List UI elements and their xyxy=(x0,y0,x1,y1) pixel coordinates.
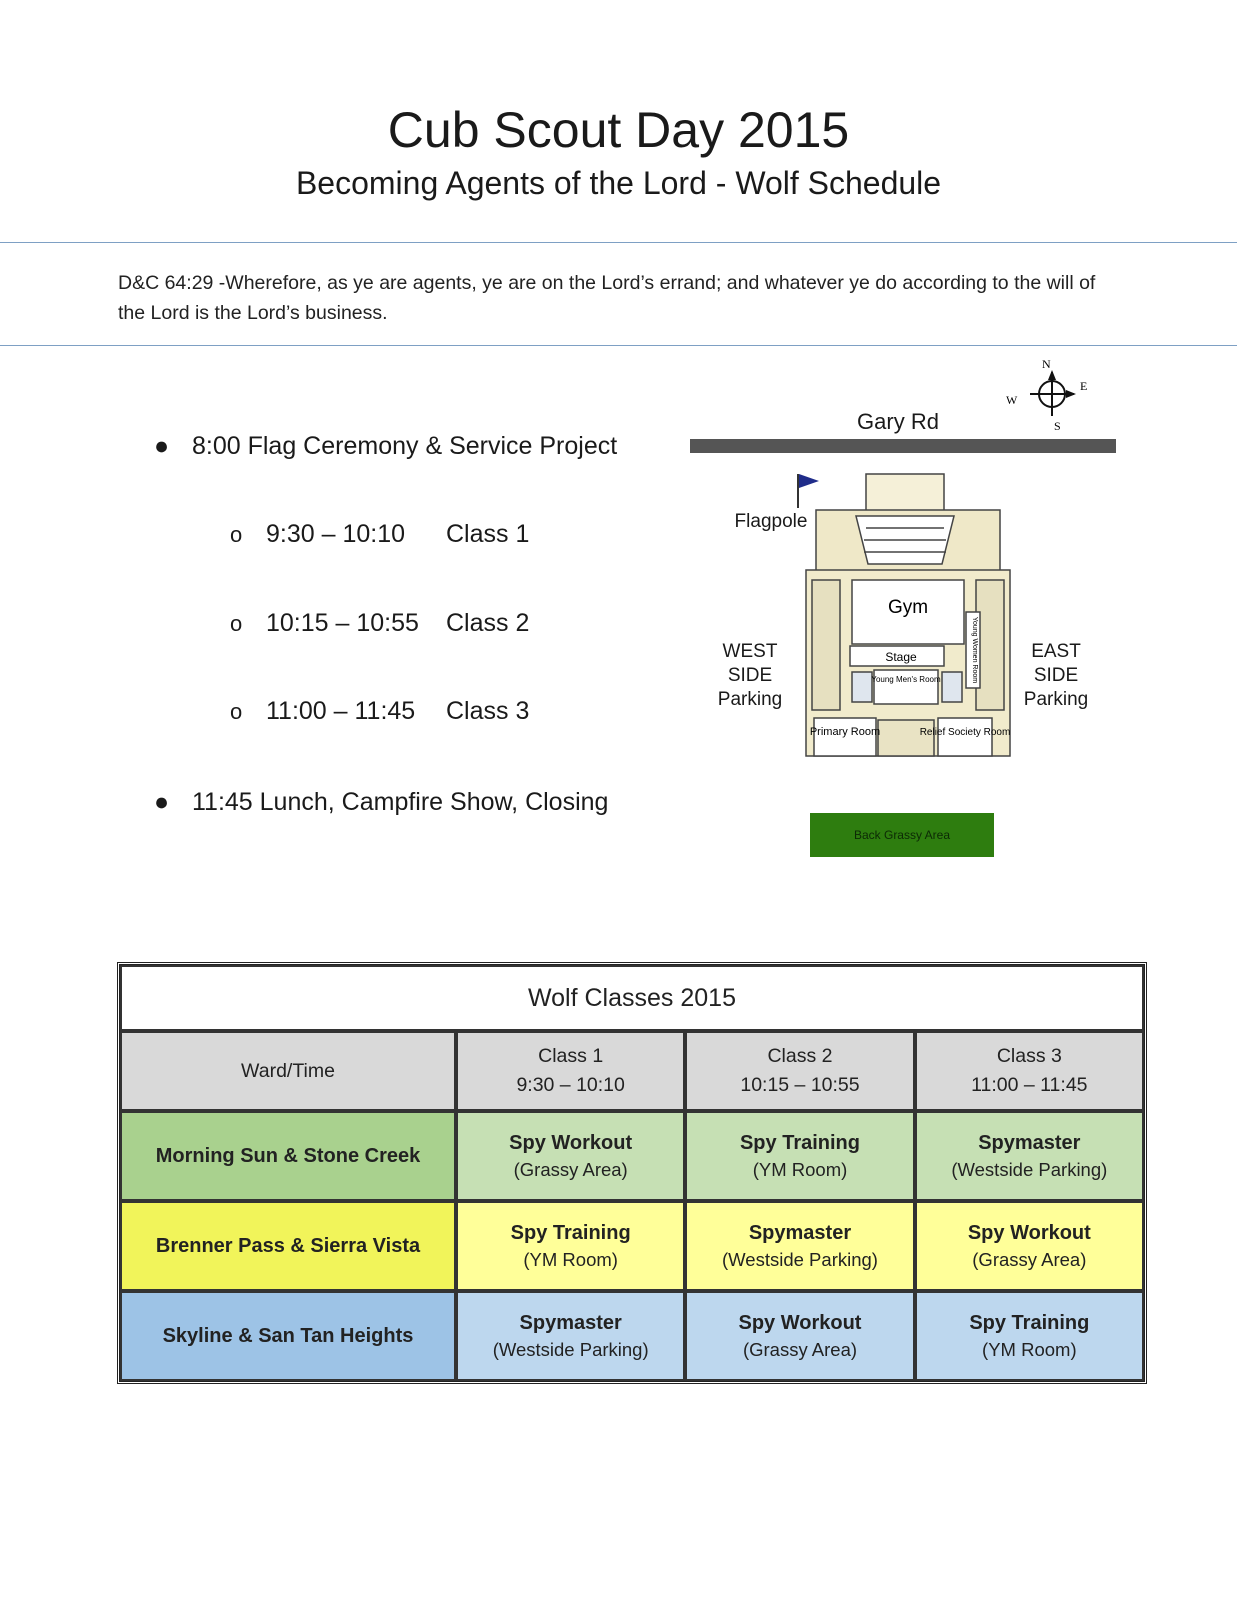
flag-icon xyxy=(799,474,819,488)
east-parking-label: EAST SIDE Parking xyxy=(1023,641,1089,710)
primary-room-label: Primary Room xyxy=(809,726,881,738)
young-womens-room-label: Young Women Room xyxy=(971,616,978,684)
bullet-icon: ● xyxy=(154,788,170,816)
circle-bullet-icon: o xyxy=(230,611,243,636)
class-cell: Spy Training (YM Room) xyxy=(685,1111,914,1201)
table-header-row xyxy=(120,1031,1144,1111)
compass-s: S xyxy=(1054,419,1061,433)
young-mens-room-label: Young Men's Room xyxy=(871,675,941,684)
schedule-subitem-class-3: o 11:00 – 11:45 Class 3 xyxy=(230,695,529,728)
table-row xyxy=(120,1111,1144,1201)
class-cell: Spymaster (Westside Parking) xyxy=(915,1111,1144,1201)
class-cell: Spy Workout (Grassy Area) xyxy=(685,1291,914,1381)
circle-bullet-icon: o xyxy=(230,522,243,547)
header-class-1: Class 1 9:30 – 10:10 xyxy=(456,1031,685,1111)
header-ward-time: Ward/Time xyxy=(120,1031,456,1111)
compass-e: E xyxy=(1080,379,1088,393)
table-row xyxy=(120,1291,1144,1381)
bullet-icon: ● xyxy=(154,432,170,460)
class-cell: Spy Training (YM Room) xyxy=(915,1291,1144,1381)
ward-cell: Morning Sun & Stone Creek xyxy=(120,1111,456,1201)
class-cell: Spy Workout (Grassy Area) xyxy=(915,1201,1144,1291)
wolf-classes-table xyxy=(117,962,1147,1384)
compass-n: N xyxy=(1042,357,1051,371)
road xyxy=(690,439,1116,453)
class-cell: Spy Workout (Grassy Area) xyxy=(456,1111,685,1201)
header-class-3: Class 3 11:00 – 11:45 xyxy=(915,1031,1144,1111)
back-grassy-area-label: Back Grassy Area xyxy=(853,828,951,842)
class-cell: Spy Training (YM Room) xyxy=(456,1201,685,1291)
divider xyxy=(0,345,1237,346)
table-caption: Wolf Classes 2015 xyxy=(120,965,1144,1031)
stage-label: Stage xyxy=(885,650,917,664)
schedule-item-flag-ceremony: ● 8:00 Flag Ceremony & Service Project xyxy=(154,432,618,460)
schedule-item-lunch: ● 11:45 Lunch, Campfire Show, Closing xyxy=(154,788,609,816)
gym-label: Gym xyxy=(887,597,929,618)
west-parking-label: WEST SIDE Parking xyxy=(717,641,783,710)
circle-bullet-icon: o xyxy=(230,699,243,724)
scripture-quote: D&C 64:29 -Wherefore, as ye are agents, ye are on the Lord’s errand; and whatever ye do according to the will of the Lord is the Lord’s business. xyxy=(118,272,1096,324)
ward-cell: Brenner Pass & Sierra Vista xyxy=(120,1201,456,1291)
table-row xyxy=(120,1201,1144,1291)
class-cell: Spymaster (Westside Parking) xyxy=(456,1291,685,1381)
compass-w: W xyxy=(1006,393,1018,407)
header-class-2: Class 2 10:15 – 10:55 xyxy=(685,1031,914,1111)
site-map xyxy=(680,350,1140,880)
relief-society-room-label: Relief Society Room xyxy=(919,727,1011,738)
schedule-subitem-class-2: o 10:15 – 10:55 Class 2 xyxy=(230,607,529,640)
schedule-subitem-class-1: o 9:30 – 10:10 Class 1 xyxy=(230,518,529,551)
class-cell: Spymaster (Westside Parking) xyxy=(685,1201,914,1291)
divider xyxy=(0,242,1237,243)
ward-cell: Skyline & San Tan Heights xyxy=(120,1291,456,1381)
page-title: Cub Scout Day 2015 xyxy=(387,102,850,158)
compass-rose-icon xyxy=(1030,370,1076,416)
page-subtitle: Becoming Agents of the Lord - Wolf Schedule xyxy=(295,165,942,201)
road-label: Gary Rd xyxy=(857,409,939,434)
flagpole-label: Flagpole xyxy=(734,511,808,532)
